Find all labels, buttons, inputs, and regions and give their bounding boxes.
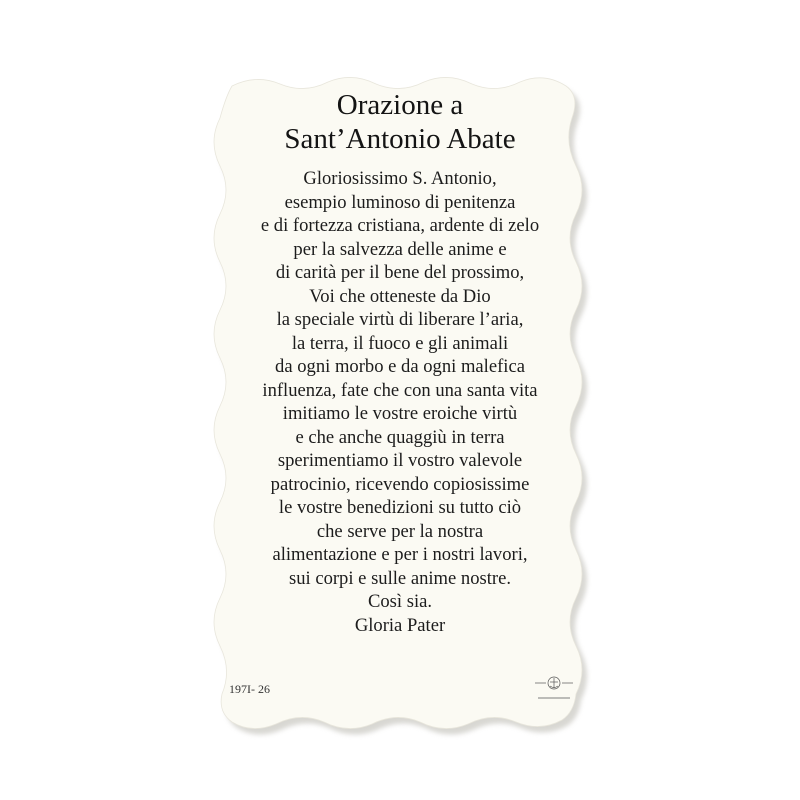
prayer-title xyxy=(230,88,570,156)
prayer-line: per la salvezza delle anime e xyxy=(293,238,507,260)
prayer-line: Così sia. xyxy=(367,591,433,612)
prayer-line: di carità per il bene del prossimo, xyxy=(275,262,525,283)
prayer-line: la terra, il fuoco e gli animali xyxy=(291,332,509,354)
title-line-2: Sant’Antonio Abate xyxy=(284,123,516,155)
prayer-line: sperimentiamo il vostro valevole xyxy=(277,450,523,471)
prayer-text xyxy=(230,167,570,637)
prayer-line: alimentazione e per i nostri lavori, xyxy=(272,544,528,565)
prayer-line: Gloria Pater xyxy=(354,614,446,636)
product-code: 197I- 26 xyxy=(229,682,270,696)
prayer-line: le vostre benedizioni su tutto ciò xyxy=(278,497,522,518)
prayer-line: esempio luminoso di penitenza xyxy=(284,191,516,213)
card-content xyxy=(230,88,570,637)
prayer-line: patrocinio, ricevendo copiosissime xyxy=(270,473,530,495)
prayer-line: imitiamo le vostre eroiche virtù xyxy=(282,403,518,424)
prayer-line: sui corpi e sulle anime nostre. xyxy=(288,567,512,589)
prayer-line: la speciale virtù di liberare l’aria, xyxy=(276,309,524,330)
prayer-line: e che anche quaggiù in terra xyxy=(295,426,505,448)
prayer-line: e di fortezza cristiana, ardente di zelo xyxy=(260,215,540,236)
title-line-1: Orazione a xyxy=(336,89,464,121)
maker-seal-icon xyxy=(532,672,576,706)
prayer-line: da ogni morbo e da ogni malefica xyxy=(275,356,525,377)
prayer-line: influenza, fate che con una santa vita xyxy=(262,379,538,401)
prayer-line: Voi che otteneste da Dio xyxy=(309,285,491,307)
prayer-line: Gloriosissimo S. Antonio, xyxy=(303,168,497,189)
prayer-line: che serve per la nostra xyxy=(316,520,484,542)
